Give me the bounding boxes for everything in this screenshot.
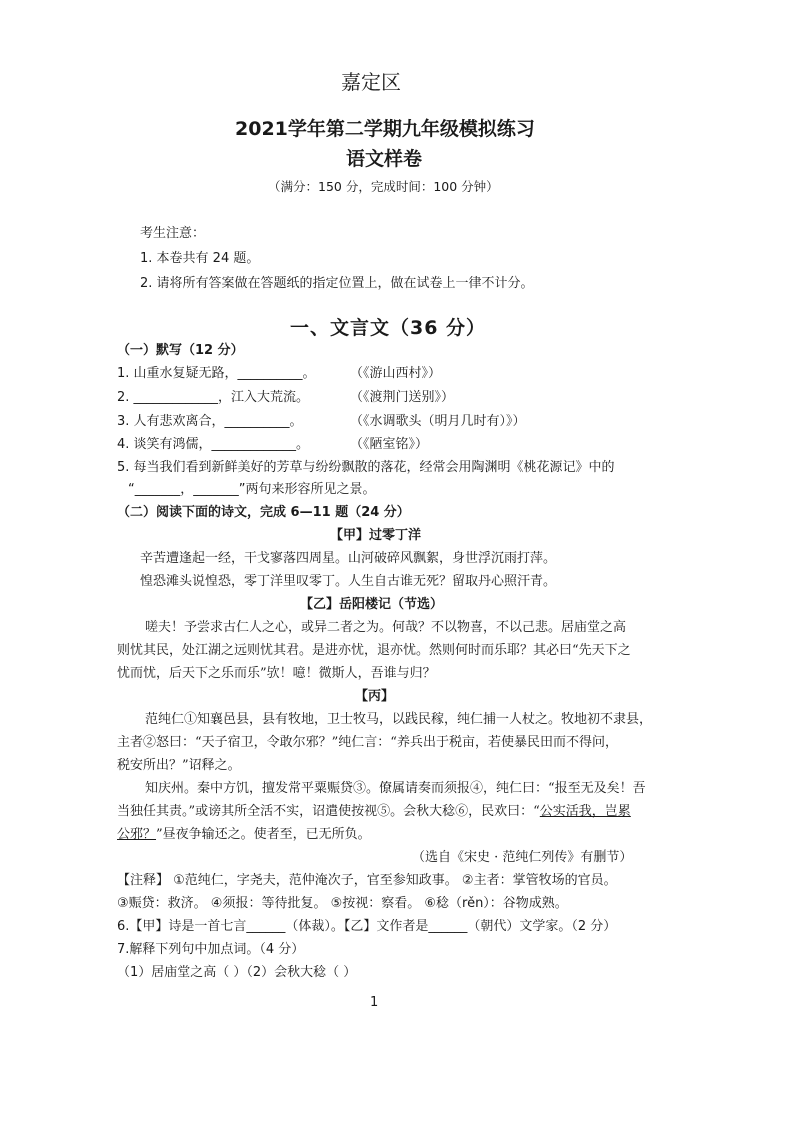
- text-bing-line6-plain: ”昼夜争输还之。使者至，已无所负。: [156, 827, 371, 842]
- underlined-sentence-part1: 公实活我，岂累: [539, 804, 631, 819]
- dictation-3: 3. 人有悲欢离合，__________。: [117, 414, 303, 429]
- exam-title: 2021学年第二学期九年级模拟练习: [235, 118, 535, 140]
- part1-heading: （一）默写（12 分）: [117, 343, 244, 358]
- text-yi-title: 【乙】岳阳楼记（节选）: [300, 597, 444, 612]
- notice-item-2: 2. 请将所有答案做在答题纸的指定位置上，做在试卷上一律不计分。: [140, 276, 534, 291]
- poem-jia-line2: 惶恐滩头说惶恐，零丁洋里叹零丁。人生自古谁无死？留取丹心照汗青。: [140, 574, 557, 589]
- text-bing-title: 【丙】: [355, 689, 395, 704]
- poem-jia-title: 【甲】过零丁洋: [330, 528, 422, 543]
- poem-jia-line1: 辛苦遭逢起一经，干戈寥落四周星。山河破碎风飘絮，身世浮沉雨打萍。: [140, 551, 557, 566]
- page-number: 1: [370, 995, 379, 1010]
- dictation-4-source: （《陋室铭》）: [350, 437, 429, 452]
- notice-item-1: 1. 本卷共有 24 题。: [140, 251, 260, 266]
- question-7: 7.解释下列句中加点词。（4 分）: [117, 942, 305, 957]
- section-title: 一、文言文（36 分）: [290, 317, 487, 339]
- dictation-2-source: （《渡荆门送别》）: [350, 390, 455, 405]
- text-yi-line3: 忧而忧，后天下之乐而乐”欤！噫！微斯人，吾谁与归？: [117, 666, 436, 681]
- question-6: 6.【甲】诗是一首七言______（体裁）。【乙】文作者是______（朝代）文学家。（2 分）: [117, 919, 617, 934]
- dictation-1: 1. 山重水复疑无路，__________。: [117, 366, 316, 381]
- text-bing-line2: 主者②怒曰：“天子宿卫，令敢尔邪？”纯仁言：“养兵出于税亩，若使暴民田而不得问，: [117, 735, 618, 750]
- notes-line1: 【注释】 ①范纯仁，字尧夫，范仲淹次子，官至参知政事。 ②主者：掌管牧场的官员。: [117, 873, 617, 888]
- text-bing-line6: [117, 823, 371, 842]
- dictation-2: 2. _____________，江入大荒流。: [117, 390, 310, 405]
- notice-heading: 考生注意：: [140, 226, 206, 241]
- text-bing-line4: 知庆州。秦中方饥，擅发常平粟赈贷③。僚属请奏而须报④，纯仁曰：“报至无及矣！吾: [145, 781, 646, 796]
- part2-heading: （二）阅读下面的诗文，完成 6—11 题（24 分）: [117, 505, 410, 520]
- notes-line2: ③赈贷：救济。 ④须报：等待批复。 ⑤按视：察看。 ⑥稔（rěn）：谷物成熟。: [117, 896, 568, 911]
- question-5-line1: 5. 每当我们看到新鲜美好的芳草与纷纷飘散的落花，经常会用陶渊明《桃花源记》中的: [117, 460, 615, 475]
- text-yi-line2: 则忧其民，处江湖之远则忧其君。是进亦忧，退亦忧。然则何时而乐耶？其必曰“先天下之: [117, 643, 631, 658]
- question-5-line2: “_______，_______”两句来形容所见之景。: [128, 482, 376, 497]
- underlined-sentence-part2: 公邪？: [117, 827, 157, 842]
- text-bing-line5: [117, 800, 631, 819]
- dictation-3-source: （《水调歌头（明月几时有）》）: [350, 414, 526, 429]
- text-bing-line3: 税安所出？”诏释之。: [117, 758, 241, 773]
- text-yi-line1: 嗟夫！予尝求古仁人之心，或异二者之为。何哉？不以物喜，不以己悲。居庙堂之高: [145, 620, 627, 635]
- exam-meta: （满分：150 分，完成时间：100 分钟）: [268, 179, 499, 194]
- text-bing-line1: 范纯仁①知襄邑县，县有牧地，卫士牧马，以践民稼，纯仁捕一人杖之。牧地初不隶县，: [145, 712, 653, 727]
- exam-subject: 语文样卷: [346, 148, 423, 170]
- dictation-1-source: （《游山西村》）: [350, 366, 442, 381]
- question-7-items: （1）居庙堂之高（ ）（2）会秋大稔（ ）: [117, 965, 357, 980]
- text-source: （选自《宋史 · 范纯仁列传》有删节）: [412, 850, 633, 865]
- dictation-4: 4. 谈笑有鸿儒，_____________。: [117, 437, 310, 452]
- district-title: 嘉定区: [341, 70, 401, 94]
- text-bing-line5-plain: 当独任其责。”或谤其所全活不实，诏遣使按视⑤。会秋大稔⑥，民欢曰：“: [117, 804, 540, 819]
